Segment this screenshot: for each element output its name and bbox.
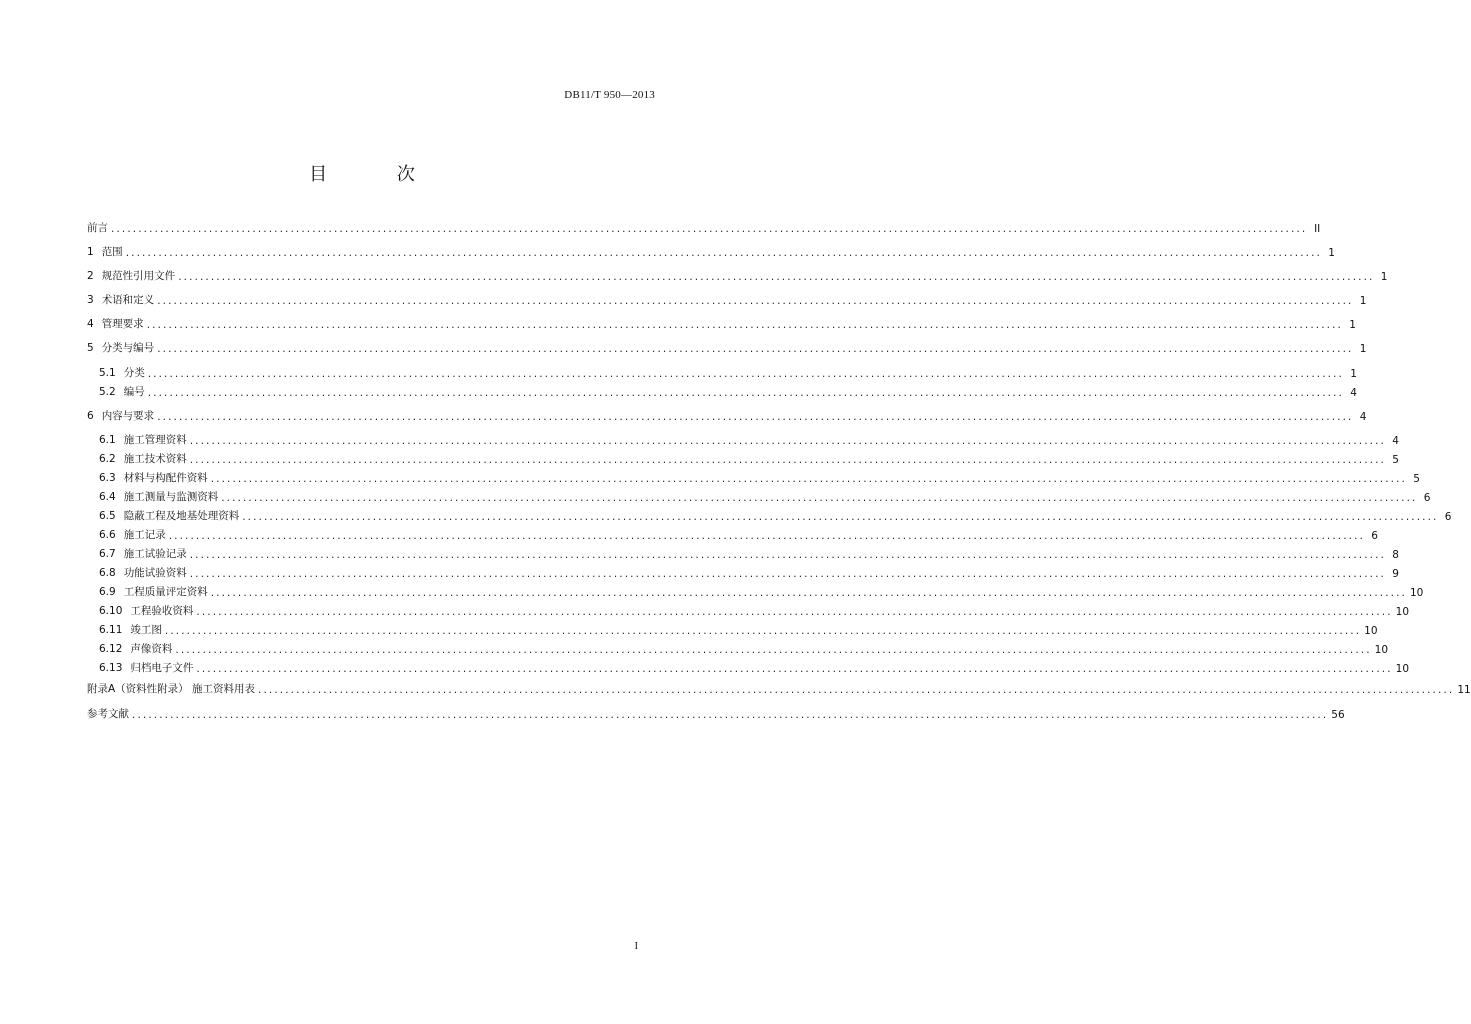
toc-entry-page: 4 [1359,411,1367,423]
dot-leader: ............................................................................................................................................................................................................................ [189,454,1386,466]
toc-entry-label [87,681,255,696]
toc-entry-page: 4 [1350,387,1357,399]
toc-entry[interactable] [99,600,1410,618]
toc-entry-number: 6.8 [99,567,116,579]
toc-entry[interactable] [87,241,1335,259]
toc-entry[interactable] [99,543,1399,561]
toc-entry-label [87,340,154,355]
toc-entry-title: 施工试验记录 [123,548,187,560]
toc-entry[interactable] [87,337,1367,355]
toc-entry[interactable] [99,505,1452,523]
toc-entry-label [99,470,208,485]
toc-entry-number: 6.3 [99,472,116,484]
toc-entry-label [87,408,154,423]
toc-entry-label [99,603,193,618]
toc-entry-label [87,292,154,307]
toc-entry-page: 1 [1380,271,1388,283]
toc-entry-title: 施工管理资料 [123,434,187,446]
toc-entry-page: 56 [1331,709,1345,721]
toc-entry[interactable] [87,289,1367,307]
toc-entry-number: 5 [87,342,94,354]
dot-leader: ............................................................................................................................................................................................................................ [242,511,1439,523]
toc-entry-label [87,316,144,331]
toc-entry-page: 10 [1395,606,1410,618]
toc-entry[interactable] [87,405,1367,423]
toc-entry-page: 10 [1364,625,1378,637]
toc-entry-page: 10 [1374,644,1389,656]
toc-entry-page: 1 [1359,295,1367,307]
toc-entry-title: 隐蔽工程及地基处理资料 [123,510,240,522]
dot-leader: ............................................................................................................................................................................................................................ [196,663,1393,675]
toc-entry-page: 5 [1392,454,1399,466]
toc-entry[interactable] [99,381,1357,399]
toc-entry-page: 10 [1395,663,1410,675]
toc-entry-page: 1 [1349,319,1356,331]
toc-entry-label [99,565,187,580]
toc-entry[interactable] [99,486,1431,504]
toc-entry-label [99,384,145,399]
toc-entry-page: 1 [1350,368,1357,380]
toc-entry-title: 施工技术资料 [123,453,187,465]
toc-entry[interactable] [99,638,1389,656]
toc-entry[interactable] [87,678,1471,696]
toc-entry-label [99,584,208,599]
toc-entry-label [99,622,162,637]
dot-leader: ............................................................................................................................................................................................................................ [175,644,1372,656]
toc-entry-title: 施工记录 [123,529,166,541]
toc-entry-number: 2 [87,270,94,282]
toc-entry[interactable] [99,448,1399,466]
toc-entry-title: 工程质量评定资料 [123,586,208,598]
toc-entry[interactable] [87,217,1321,235]
toc-entry-label [87,220,108,235]
toc-entry-title: 归档电子文件 [130,662,194,674]
toc-entry-label [99,432,187,447]
toc-entry-number: 6.10 [99,605,123,617]
toc-entry[interactable] [99,657,1410,675]
toc-entry-label [87,706,129,721]
toc-entry-title: 分类与编号 [101,342,155,354]
toc-entry-title: 规范性引用文件 [101,270,176,282]
page-title: 目 次 [309,164,447,185]
toc-entry-label [87,268,175,283]
toc-entry-page: 1 [1328,247,1335,259]
toc-entry-number: 6.9 [99,586,116,598]
toc-entry-title: 术语和定义 [101,294,155,306]
dot-leader: ............................................................................................................................................................................................................................ [157,295,1354,307]
toc-entry-label [99,641,172,656]
toc-entry-label [99,527,166,542]
dot-leader: ............................................................................................................................................................................................................................ [111,223,1308,235]
toc-entry[interactable] [99,619,1378,637]
toc-entry-number: 4 [87,318,94,330]
toc-entry-number: 5.2 [99,386,116,398]
document-code: DB11/T 950—2013 [564,89,655,101]
toc-entry-label [87,244,123,259]
toc-entry-title: 前言 [87,222,108,234]
dot-leader: ............................................................................................................................................................................................................................ [178,271,1375,283]
toc-entry-label [99,660,193,675]
dot-leader: ............................................................................................................................................................................................................................ [168,530,1365,542]
toc-entry-number: 6.7 [99,548,116,560]
dot-leader: ............................................................................................................................................................................................................................ [210,587,1407,599]
toc-entry-title: 编号 [123,386,145,398]
toc-entry[interactable] [99,362,1357,380]
toc-entry-number: 6.11 [99,624,123,636]
toc-entry-page: 6 [1423,492,1431,504]
toc-entry-number: 6.1 [99,434,116,446]
toc-entry-number: 6.13 [99,662,123,674]
toc-entry-page: 9 [1392,568,1399,580]
dot-leader: ............................................................................................................................................................................................................................ [258,684,1455,696]
dot-leader: ............................................................................................................................................................................................................................ [125,247,1322,259]
toc-entry-label [99,451,187,466]
toc-entry-page: 5 [1413,473,1420,485]
dot-leader: ............................................................................................................................................................................................................................ [132,709,1329,721]
toc-entry[interactable] [87,703,1345,721]
toc-entry-title: 工程验收资料 [130,605,194,617]
toc-entry-label [99,489,218,504]
toc-entry-label [99,546,187,561]
toc-entry-title: 材料与构配件资料 [123,472,208,484]
dot-leader: ............................................................................................................................................................................................................................ [157,343,1354,355]
toc-entry-page: 6 [1444,511,1452,523]
toc-entry-page: 4 [1392,435,1399,447]
dot-leader: ............................................................................................................................................................................................................................ [189,568,1386,580]
toc-entry-title: 参考文献 [87,708,129,720]
dot-leader: ............................................................................................................................................................................................................................ [221,492,1418,504]
toc-entry-title: 声像资料 [130,643,173,655]
dot-leader: ............................................................................................................................................................................................................................ [147,387,1344,399]
dot-leader: ............................................................................................................................................................................................................................ [196,606,1393,618]
dot-leader: ............................................................................................................................................................................................................................ [189,435,1386,447]
toc-entry-number: 6 [87,410,94,422]
toc-entry-page: II [1314,223,1321,235]
toc-entry[interactable] [99,524,1378,542]
toc-entry-number: 6.6 [99,529,116,541]
toc-entry-label [99,365,145,380]
toc-entry-title: 竣工图 [130,624,162,636]
dot-leader: ............................................................................................................................................................................................................................ [210,473,1407,485]
toc-entry-page: 8 [1392,549,1399,561]
page-number: I [634,941,638,952]
toc-entry-number: 3 [87,294,94,306]
dot-leader: ............................................................................................................................................................................................................................ [147,368,1344,380]
toc-entry-title: 功能试验资料 [123,567,187,579]
toc-entry[interactable] [99,467,1420,485]
toc-entry-title: 管理要求 [101,318,144,330]
toc-entry-page: 6 [1371,530,1378,542]
toc-entry-page: 11 [1457,684,1471,696]
dot-leader: ............................................................................................................................................................................................................................ [146,319,1343,331]
toc-entry-title: 附录A（资料性附录） 施工资料用表 [87,683,256,695]
dot-leader: ............................................................................................................................................................................................................................ [189,549,1386,561]
toc-entry-number: 6.5 [99,510,116,522]
toc-entry-title: 内容与要求 [101,410,155,422]
toc-entry-number: 6.2 [99,453,116,465]
toc-entry[interactable] [87,313,1356,331]
toc-entry-title: 施工测量与监测资料 [123,491,219,503]
toc-entry-page: 10 [1409,587,1424,599]
toc-entry-page: 1 [1359,343,1367,355]
toc-entry-number: 1 [87,246,94,258]
toc-entry[interactable] [87,265,1388,283]
toc-entry-title: 分类 [123,367,145,379]
toc-entry[interactable] [99,562,1399,580]
toc-entry-label [99,508,239,523]
toc-entry-number: 6.4 [99,491,116,503]
toc-entry-number: 5.1 [99,367,116,379]
dot-leader: ............................................................................................................................................................................................................................ [157,411,1354,423]
toc-entry[interactable] [99,429,1399,447]
toc-entry-title: 范围 [101,246,123,258]
dot-leader: ............................................................................................................................................................................................................................ [164,625,1362,637]
toc-entry-number: 6.12 [99,643,123,655]
toc-entry[interactable] [99,581,1424,599]
